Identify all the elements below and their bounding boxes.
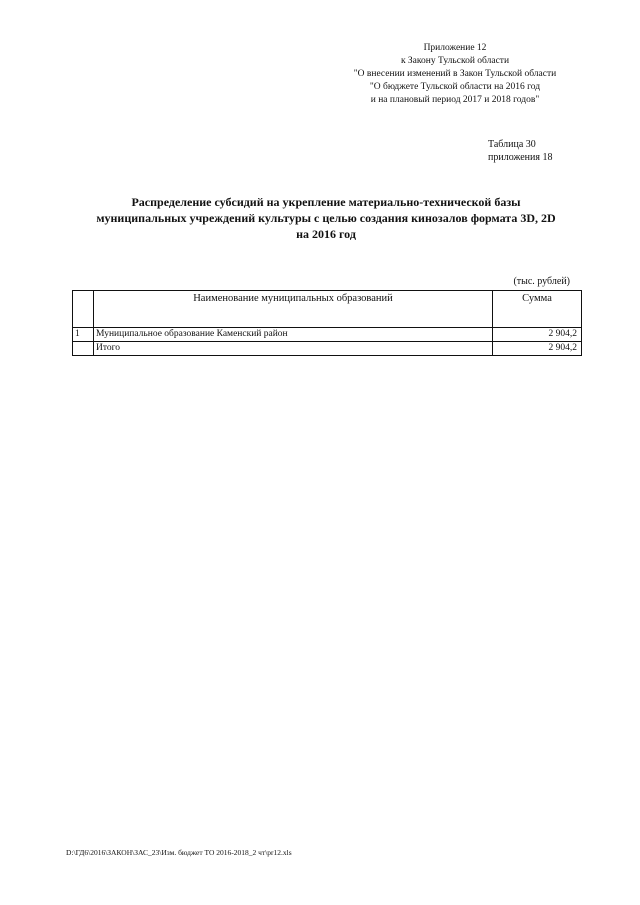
units-label: (тыс. рублей) <box>513 276 570 287</box>
title-line-2: муниципальных учреждений культуры с целью создания кинозалов формата 3D, 2D <box>96 211 556 225</box>
table-reference <box>488 138 608 164</box>
row-sum-cell: 2 904,2 <box>493 328 582 342</box>
appendix-header <box>300 42 610 107</box>
total-label-cell: Итого <box>94 342 493 356</box>
file-path-footer: D:\ГД6\2016\ЗАКОН\ЗАС_23\Изм. бюджет ТО 2016-2018_2 чт\pr12.xls <box>66 848 292 857</box>
appendix-line-5: и на плановый период 2017 и 2018 годов" <box>370 95 540 105</box>
table-row <box>73 328 582 342</box>
table-header-row <box>73 291 582 328</box>
title-line-3: на 2016 год <box>296 227 356 241</box>
total-sum-cell: 2 904,2 <box>493 342 582 356</box>
title-line-1: Распределение субсидий на укрепление материально-технической базы <box>131 195 521 209</box>
row-number-cell: 1 <box>73 328 94 342</box>
appendix-line-1: Приложение 12 <box>423 43 487 53</box>
total-row <box>73 342 582 356</box>
header-sum-cell: Сумма <box>493 291 582 328</box>
table-ref-line-2: приложения 18 <box>488 152 553 163</box>
appendix-line-4: "О бюджете Тульской области на 2016 год <box>369 82 541 92</box>
appendix-line-2: к Закону Тульской области <box>400 56 510 66</box>
header-number-cell <box>73 291 94 328</box>
total-number-cell <box>73 342 94 356</box>
row-name-cell: Муниципальное образование Каменский район <box>94 328 493 342</box>
header-name-cell: Наименование муниципальных образований <box>94 291 493 328</box>
subsidy-table <box>72 290 582 356</box>
document-title <box>70 194 582 242</box>
table-ref-line-1: Таблица 30 <box>488 139 536 150</box>
appendix-line-3: "О внесении изменений в Закон Тульской области <box>353 69 557 79</box>
